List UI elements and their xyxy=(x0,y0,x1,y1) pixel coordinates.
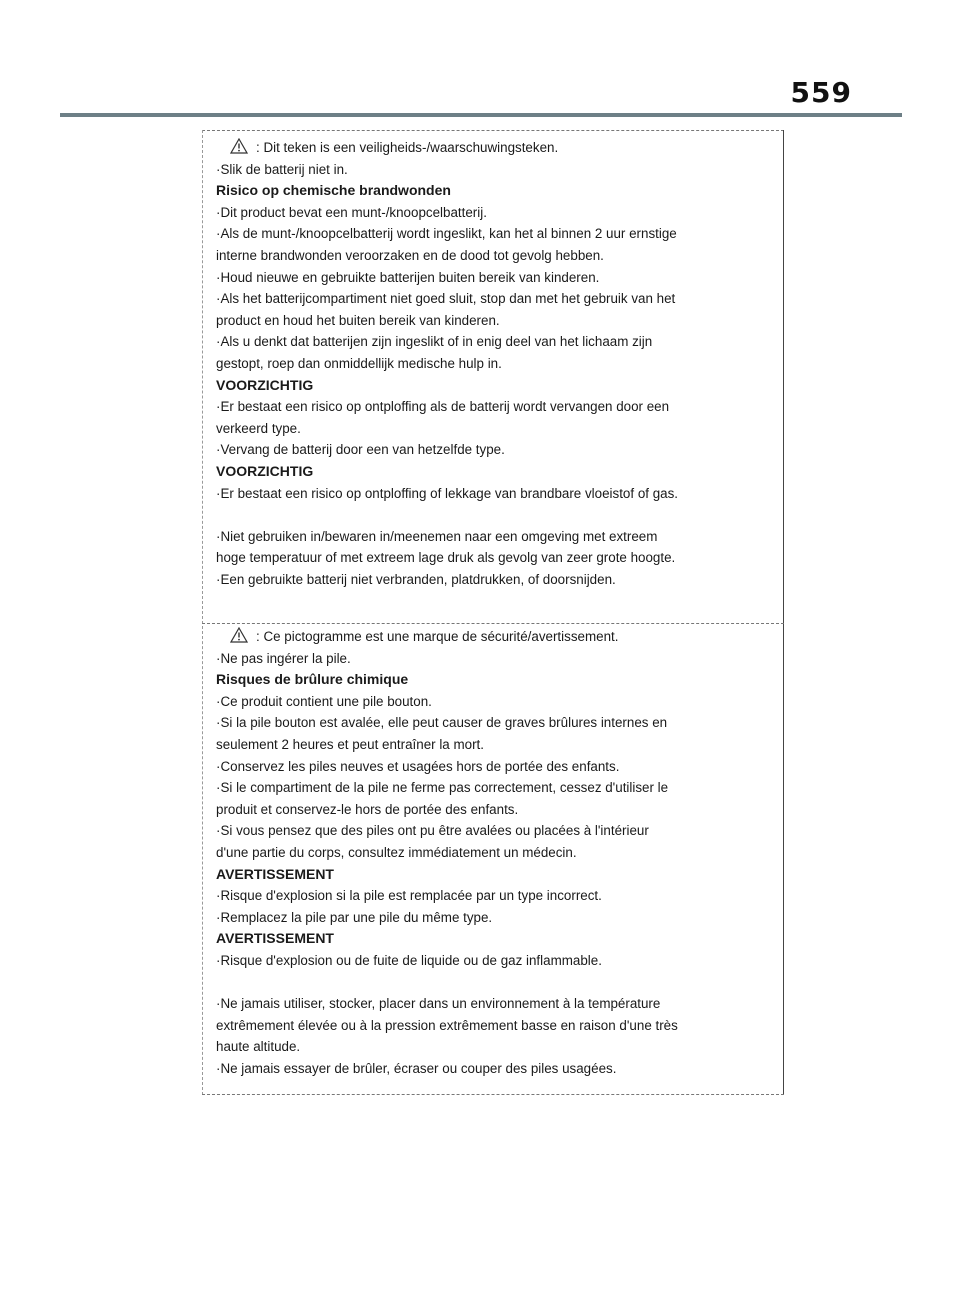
text-line: ·Als de munt-/knoopcelbatterij wordt ingeslikt, kan het al binnen 2 uur ernstige xyxy=(216,226,677,242)
text-line: ·Ce produit contient une pile bouton. xyxy=(216,693,432,709)
text-line: hoge temperatuur of met extreem lage druk als gevolg van zeer grote hoogte. xyxy=(216,550,676,566)
section-heading: AVERTISSEMENT xyxy=(216,865,334,882)
page-number: 559 xyxy=(790,76,852,109)
french-caption-text: : Ce pictogramme est une marque de sécurité/avertissement. xyxy=(256,629,619,644)
box-right-border xyxy=(783,130,784,1095)
text-line: product en houd het buiten bereik van kinderen. xyxy=(216,312,500,328)
blank-line xyxy=(216,972,764,994)
text-line: verkeerd type. xyxy=(216,420,301,436)
text-line: d'une partie du corps, consultez immédiatement un médecin. xyxy=(216,844,577,860)
text-line: ·Si vous pensez que des piles ont pu être avalées ou placées à l'intérieur xyxy=(216,823,649,839)
section-heading: Risico op chemische brandwonden xyxy=(216,182,451,199)
header-rule xyxy=(60,113,902,117)
text-line: ·Ne jamais essayer de brûler, écraser ou couper des piles usagées. xyxy=(216,1060,617,1076)
section-heading: Risques de brûlure chimique xyxy=(216,671,409,688)
text-line: ·Slik de batterij niet in. xyxy=(216,161,348,177)
text-line: ·Houd nieuwe en gebruikte batterijen buiten bereik van kinderen. xyxy=(216,269,600,285)
text-line: ·Si le compartiment de la pile ne ferme pas correctement, cessez d'utiliser le xyxy=(216,780,669,796)
text-line: ·Een gebruikte batterij niet verbranden, platdrukken, of doorsnijden. xyxy=(216,571,616,587)
text-line: ·Als u denkt dat batterijen zijn ingeslikt of in enig deel van het lichaam zijn xyxy=(216,334,653,350)
text-line: seulement 2 heures et peut entraîner la mort. xyxy=(216,736,484,752)
warning-triangle-icon xyxy=(230,627,248,643)
french-lines xyxy=(216,648,764,1080)
text-line: ·Als het batterijcompartiment niet goed sluit, stop dan met het gebruik van het xyxy=(216,291,676,307)
text-line: ·Niet gebruiken in/bewaren in/meenemen naar een omgeving met extreem xyxy=(216,528,658,544)
text-line: ·Risque d'explosion ou de fuite de liquide ou de gaz inflammable. xyxy=(216,952,602,968)
text-line: gestopt, roep dan onmiddellijk medische hulp in. xyxy=(216,355,502,371)
text-line: ·Er bestaat een risico op ontploffing of lekkage van brandbare vloeistof of gas. xyxy=(216,485,679,501)
text-line: ·Vervang de batterij door een van hetzelfde type. xyxy=(216,442,505,458)
text-line: ·Ne pas ingérer la pile. xyxy=(216,650,351,666)
french-section xyxy=(216,626,764,1079)
text-line: ·Si la pile bouton est avalée, elle peut causer de graves brûlures internes en xyxy=(216,715,668,731)
text-line: extrêmement élevée ou à la pression extrêmement basse en raison d'une très xyxy=(216,1017,678,1033)
dutch-warning-caption xyxy=(216,137,764,159)
section-heading: VOORZICHTIG xyxy=(216,376,314,393)
dutch-lines xyxy=(216,159,764,591)
box-left-border xyxy=(202,130,203,1095)
text-line: haute altitude. xyxy=(216,1039,301,1055)
text-line: produit et conservez-le hors de portée des enfants. xyxy=(216,801,519,817)
dutch-caption-text: : Dit teken is een veiligheids-/waarschuwingsteken. xyxy=(256,140,559,155)
blank-line xyxy=(216,504,764,526)
box-top-border xyxy=(202,130,784,131)
text-line: ·Risque d'explosion si la pile est remplacée par un type incorrect. xyxy=(216,888,602,904)
text-line: ·Remplacez la pile par une pile du même type. xyxy=(216,909,493,925)
dutch-section xyxy=(216,137,764,590)
text-line: ·Er bestaat een risico op ontploffing als de batterij wordt vervangen door een xyxy=(216,399,670,415)
text-line: ·Ne jamais utiliser, stocker, placer dans un environnement à la température xyxy=(216,996,661,1012)
box-bottom-border xyxy=(202,1094,784,1095)
text-line: interne brandwonden veroorzaken en de dood tot gevolg hebben. xyxy=(216,247,604,263)
section-heading: VOORZICHTIG xyxy=(216,462,314,479)
text-line: ·Conservez les piles neuves et usagées hors de portée des enfants. xyxy=(216,758,620,774)
text-line: ·Dit product bevat een munt-/knoopcelbatterij. xyxy=(216,204,487,220)
french-warning-caption xyxy=(216,626,764,648)
section-heading: AVERTISSEMENT xyxy=(216,930,334,947)
section-divider xyxy=(202,623,784,624)
warning-triangle-icon xyxy=(230,138,248,154)
